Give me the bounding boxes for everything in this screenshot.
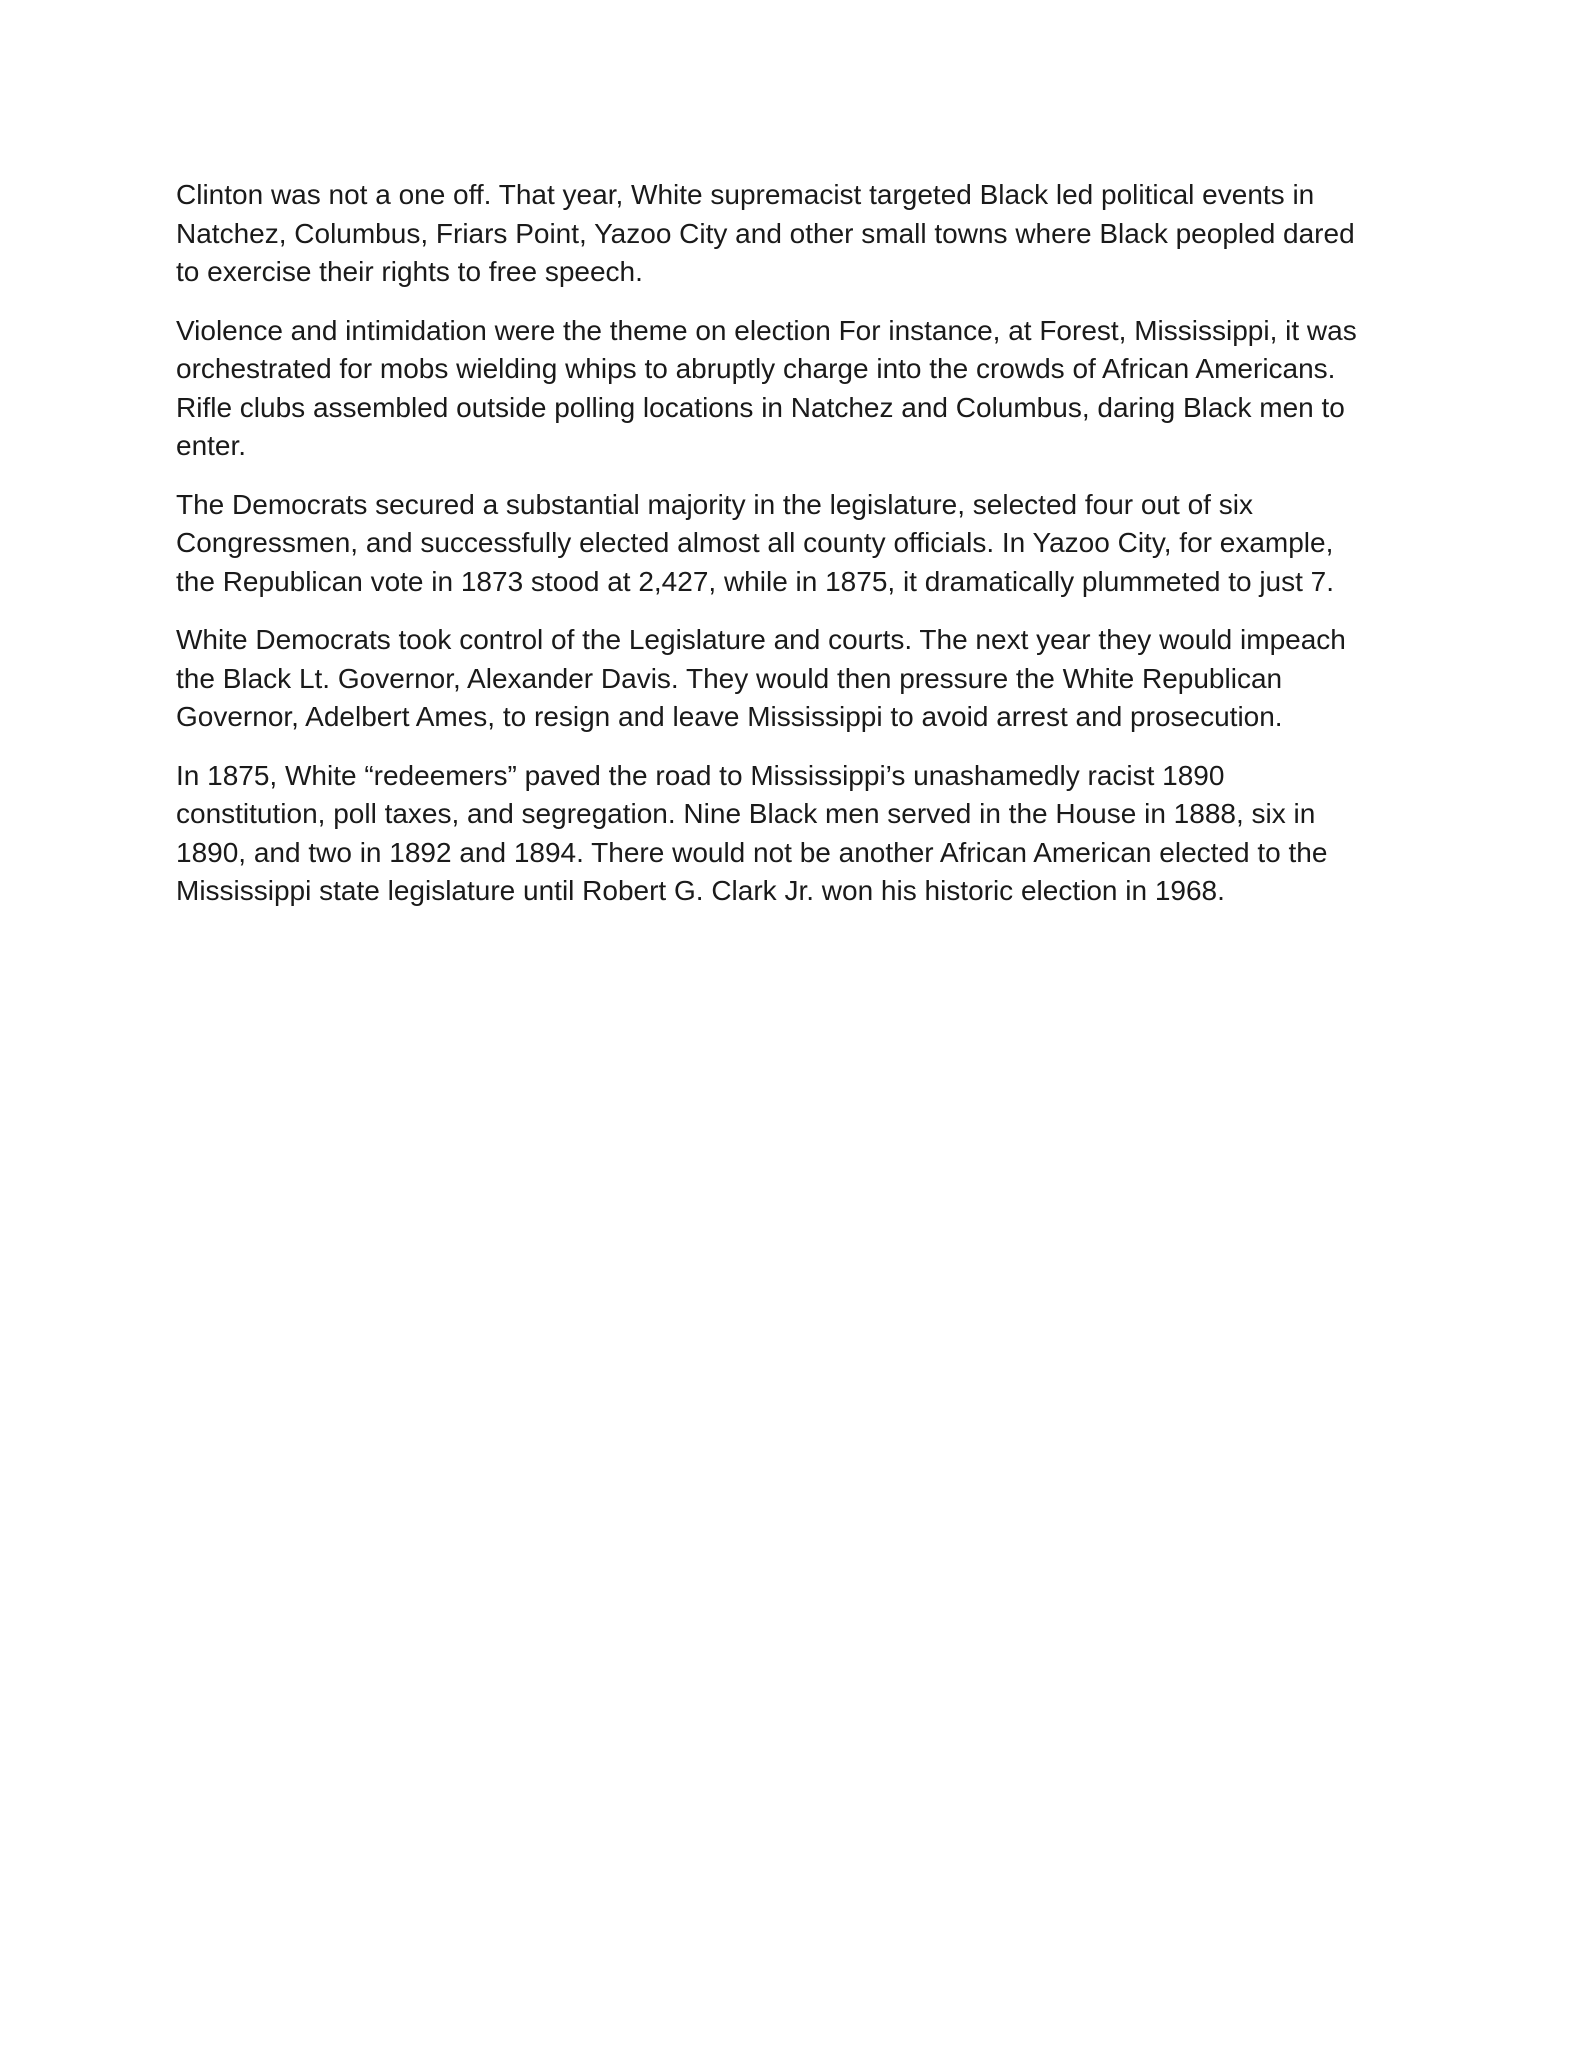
paragraph-violence: Violence and intimidation were the theme on election For instance, at Forest, Mississippi, it was orchestrated for mobs wielding whips to abruptly charge into the crowds of African Americans. Rifle clubs assembled outside polling locations in Natchez and Columbus, daring Black men to enter. [176,314,1357,461]
paragraph-clinton: Clinton was not a one off. That year, White supremacist targeted Black led political events in Natchez, Columbus, Friars Point, Yazoo City and other small towns where Black peopled dared to exercise their rights to free speech. [176,179,1355,287]
document-body [176,176,1416,931]
paragraph-white-democrats: White Democrats took control of the Legislature and courts. The next year they would impeach the Black Lt. Governor, Alexander Davis. They would then pressure the White Republican Governor, Adelbert Ames, to resign and leave Mississippi to avoid arrest and prosecution. [176,624,1346,732]
paragraph-democrats-majority: The Democrats secured a substantial majority in the legislature, selected four out of six Congressmen, and successfully elected almost all county officials. In Yazoo City, for example, the Republican vote in 1873 stood at 2,427, while in 1875, it dramatically plummeted to just 7. [176,488,1335,597]
paragraph-redeemers: In 1875, White “redeemers” paved the road to Mississippi’s unashamedly racist 1890 constitution, poll taxes, and segregation. Nine Black men served in the House in 1888, six in 1890, and two in 1892 and 1894. There would not be another African American elected to the Mississippi state legislature until Robert G. Clark Jr. won his historic election in 1968. [176,759,1328,906]
